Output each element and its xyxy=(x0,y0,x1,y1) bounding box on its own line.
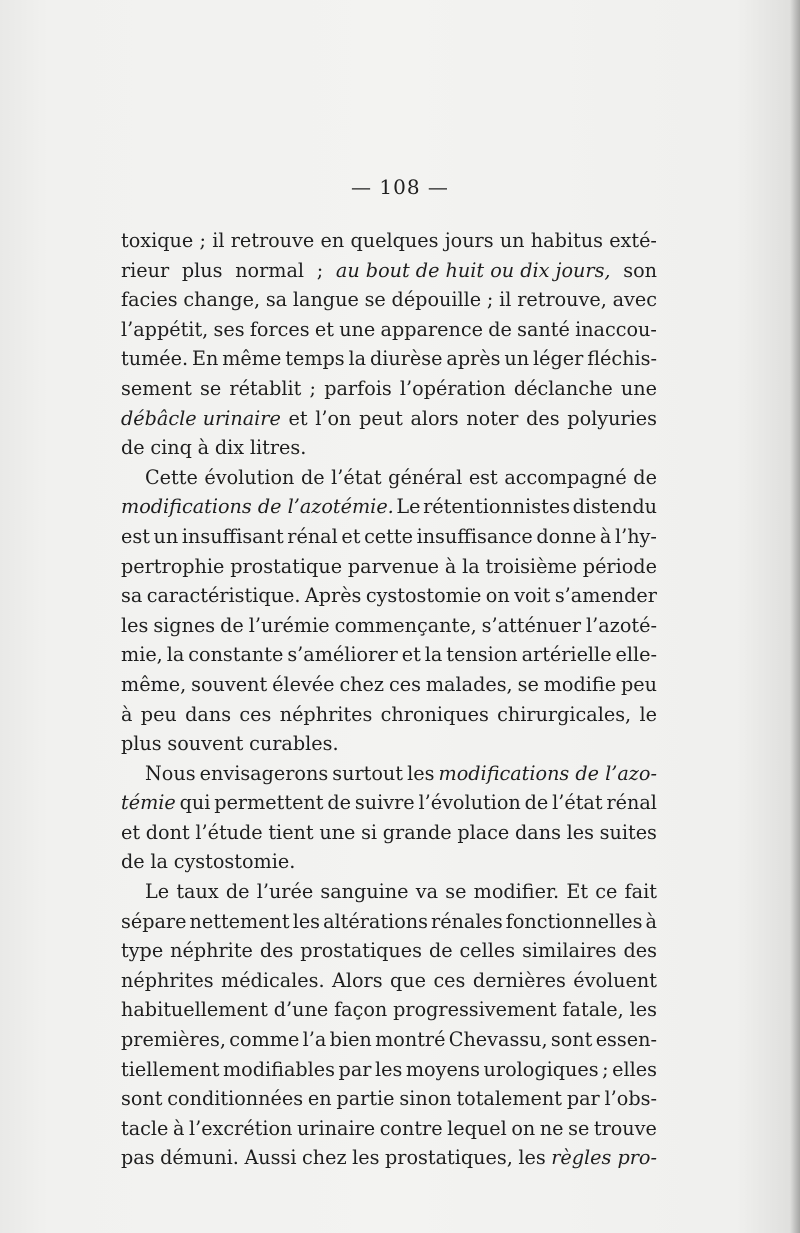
word: dépouille xyxy=(391,288,482,312)
word: néphrites xyxy=(121,968,214,992)
word: ses xyxy=(213,317,245,341)
word: taux xyxy=(176,880,219,904)
word: place xyxy=(457,820,510,844)
word: mie, xyxy=(121,643,163,667)
word: apparence xyxy=(380,317,483,341)
word: retrouve xyxy=(230,229,315,252)
word: plus xyxy=(181,258,223,282)
text-line xyxy=(121,729,657,759)
text-line xyxy=(121,847,657,877)
word: il xyxy=(212,229,225,252)
word: parvenue xyxy=(347,554,440,578)
word: dix xyxy=(214,436,245,460)
word: fait xyxy=(624,880,657,904)
word: néphrites xyxy=(279,702,373,726)
word: troisième xyxy=(485,554,577,578)
word: ; xyxy=(199,229,206,252)
text-line xyxy=(121,907,657,937)
word: élevée xyxy=(272,672,335,696)
word: la xyxy=(166,643,185,667)
text-line xyxy=(121,315,657,345)
word: période xyxy=(582,554,657,578)
word: essen- xyxy=(595,1028,657,1052)
word: suivre xyxy=(354,791,415,815)
word: elles xyxy=(612,1057,657,1081)
word: si xyxy=(361,820,378,844)
word: partie xyxy=(336,1087,395,1111)
word: contre xyxy=(379,1116,443,1140)
word: une xyxy=(620,376,657,400)
word: se xyxy=(200,376,222,400)
word: se xyxy=(364,288,386,312)
word: évolution xyxy=(204,465,295,489)
italic-word: règles pro- xyxy=(551,1146,657,1170)
word: exté- xyxy=(609,229,657,252)
word: tacle xyxy=(121,1116,169,1140)
word: Le xyxy=(396,495,421,519)
word: néphrite xyxy=(170,939,253,963)
word: général xyxy=(388,465,463,489)
word: une xyxy=(319,820,356,844)
word: la xyxy=(462,554,480,578)
word: son xyxy=(623,258,657,282)
word: à xyxy=(444,554,457,578)
word: prostatiques, xyxy=(385,1146,513,1170)
word: à xyxy=(172,1116,185,1140)
word: peut xyxy=(359,406,403,430)
word: habituellement xyxy=(121,998,268,1022)
word: similaires xyxy=(522,939,617,963)
word: insuffisance xyxy=(416,524,533,548)
text-line xyxy=(121,995,657,1025)
word: est xyxy=(121,524,150,548)
text-line xyxy=(121,640,657,670)
word: donne xyxy=(536,524,597,548)
text-line xyxy=(121,492,657,522)
word: facies xyxy=(121,288,178,312)
word: fonctionnelles xyxy=(505,909,643,933)
word: moyens xyxy=(405,1057,481,1081)
text-line xyxy=(121,581,657,611)
word: souvent xyxy=(191,672,268,696)
word: toxique xyxy=(121,229,194,252)
word: comme xyxy=(229,1028,300,1052)
word: en xyxy=(320,229,345,252)
word: jours xyxy=(444,229,494,252)
word: sanguine xyxy=(320,880,409,904)
word: les xyxy=(352,1146,380,1170)
word: et xyxy=(121,820,141,844)
word: insuffisant xyxy=(181,524,284,548)
word: un xyxy=(499,229,525,252)
word: tient xyxy=(268,820,314,844)
word: sa xyxy=(121,584,143,608)
word: Et xyxy=(566,880,589,904)
word: prostatique xyxy=(230,554,343,578)
word: de xyxy=(428,939,453,963)
word: pas xyxy=(121,1146,155,1170)
word: démuni. xyxy=(160,1146,239,1170)
italic-word: modifications de l’azo- xyxy=(438,761,657,785)
word: dans xyxy=(514,820,561,844)
word: curables. xyxy=(249,732,339,756)
italic-word: modifications de l’azotémie. xyxy=(121,495,394,519)
word: de xyxy=(633,465,657,489)
word: urologiques xyxy=(483,1057,599,1081)
text-line xyxy=(121,1025,657,1055)
word: artérielle xyxy=(521,643,612,667)
word: cystostomie xyxy=(365,584,482,608)
word: constante xyxy=(188,643,284,667)
word: l’excrétion xyxy=(188,1116,293,1140)
word: l’a xyxy=(302,1028,327,1052)
word: commençante, xyxy=(334,613,477,637)
word: sont xyxy=(550,1028,593,1052)
word: rénal xyxy=(606,791,657,815)
word: Chevassu, xyxy=(448,1028,548,1052)
word: et xyxy=(401,643,421,667)
word: ne xyxy=(539,1116,564,1140)
word: une xyxy=(339,317,376,341)
word: ces xyxy=(239,702,272,726)
word: l’obs- xyxy=(604,1087,657,1111)
word: s’atténuer xyxy=(481,613,582,637)
word: tension xyxy=(446,643,518,667)
text-line xyxy=(121,285,657,315)
italic-word: témie xyxy=(121,791,176,815)
word: après xyxy=(446,347,501,371)
word: les xyxy=(292,909,321,933)
word: En xyxy=(191,347,219,371)
word: la xyxy=(348,347,367,371)
word: de xyxy=(121,436,145,460)
word: cinq xyxy=(150,436,192,460)
text-line xyxy=(121,522,657,552)
word: polyuries xyxy=(567,406,657,430)
word: de xyxy=(327,791,352,815)
text-line xyxy=(121,788,657,818)
word: altérations xyxy=(323,909,428,933)
word: dont xyxy=(145,820,190,844)
word: ces xyxy=(433,968,466,992)
word: temps xyxy=(285,347,345,371)
word: normal xyxy=(235,258,305,282)
word: des xyxy=(259,939,294,963)
italic-word: débâcle urinaire xyxy=(121,406,281,430)
word: chroniques xyxy=(380,702,489,726)
word: ; xyxy=(602,1057,609,1081)
word: même, xyxy=(121,672,187,696)
text-line xyxy=(121,463,657,493)
word: à xyxy=(599,524,612,548)
word: envisagerons xyxy=(199,761,329,785)
word: fléchis- xyxy=(587,347,657,371)
word: un xyxy=(153,524,179,548)
word: progressivement xyxy=(393,998,557,1022)
word: de xyxy=(488,317,512,341)
word: et xyxy=(314,317,334,341)
word: fatale, xyxy=(562,998,624,1022)
word: même xyxy=(222,347,282,371)
word: et xyxy=(288,406,308,430)
word: Cette xyxy=(145,465,198,489)
word: sinon xyxy=(399,1087,452,1111)
word: rieur xyxy=(121,258,170,282)
word: les xyxy=(374,1057,403,1081)
word: on xyxy=(511,1116,536,1140)
word: l’état xyxy=(552,791,603,815)
text-line xyxy=(121,433,657,463)
word: et xyxy=(341,524,361,548)
word: avec xyxy=(612,288,657,312)
word: ce xyxy=(595,880,618,904)
text-line xyxy=(121,404,657,434)
word: un xyxy=(504,347,530,371)
text-line xyxy=(121,670,657,700)
word: retrouve, xyxy=(517,288,607,312)
word: rénales xyxy=(431,909,503,933)
word: santé xyxy=(517,317,570,341)
text-line xyxy=(121,818,657,848)
text-line xyxy=(121,759,657,789)
word: on xyxy=(485,584,510,608)
word: les xyxy=(629,998,657,1022)
word: caractéristique. xyxy=(146,584,301,608)
word: en xyxy=(307,1087,332,1111)
word: habitus xyxy=(530,229,603,252)
word: l’appétit, xyxy=(121,317,209,341)
word: change, xyxy=(183,288,261,312)
word: médicales. xyxy=(221,968,325,992)
text-line xyxy=(121,877,657,907)
word: urinaire xyxy=(296,1116,376,1140)
word: pertrophie xyxy=(121,554,225,578)
word: diurèse xyxy=(369,347,443,371)
word: de xyxy=(220,613,244,637)
word: de xyxy=(121,850,145,874)
word: l’azoté- xyxy=(586,613,657,637)
word: des xyxy=(623,939,657,963)
word: va xyxy=(415,880,439,904)
text-line xyxy=(121,1055,657,1085)
word: l’urémie xyxy=(248,613,330,637)
word: rétablit xyxy=(229,376,302,400)
word: Nous xyxy=(145,761,196,785)
word: dernières xyxy=(472,968,566,992)
word: de xyxy=(300,465,325,489)
word: tiellement xyxy=(121,1057,220,1081)
word: Après xyxy=(304,584,362,608)
word: de xyxy=(524,791,549,815)
page-number: — 108 — xyxy=(351,175,449,199)
word: chez xyxy=(302,1146,347,1170)
word: la xyxy=(424,643,443,667)
word: souvent xyxy=(167,732,244,756)
word: l’évolution xyxy=(418,791,521,815)
word: l’urée xyxy=(256,880,314,904)
word: ; xyxy=(309,376,317,400)
word: nettement xyxy=(189,909,290,933)
word: ; xyxy=(316,258,324,282)
word: distendu xyxy=(572,495,657,519)
text-line xyxy=(121,966,657,996)
word: se xyxy=(445,880,467,904)
word: les xyxy=(518,1146,546,1170)
word: Alors xyxy=(332,968,383,992)
word: chez xyxy=(339,672,385,696)
word: langue xyxy=(292,288,359,312)
text-line xyxy=(121,936,657,966)
word: la xyxy=(150,850,168,874)
word: à xyxy=(645,909,657,933)
word: l’hy- xyxy=(614,524,657,548)
word: suites xyxy=(599,820,657,844)
word: façon xyxy=(334,998,388,1022)
word: inaccou- xyxy=(575,317,657,341)
word: ; xyxy=(486,288,494,312)
word: les xyxy=(566,820,594,844)
word: à xyxy=(121,702,133,726)
word: Le xyxy=(145,880,170,904)
word: sépare xyxy=(121,909,187,933)
text-line xyxy=(121,1114,657,1144)
word: alors xyxy=(410,406,459,430)
word: tumée. xyxy=(121,347,189,371)
word: cette xyxy=(364,524,413,548)
italic-word: au bout de huit ou dix jours, xyxy=(335,258,611,282)
word: totalement xyxy=(456,1087,562,1111)
word: premières, xyxy=(121,1028,226,1052)
word: par xyxy=(566,1087,600,1111)
word: que xyxy=(390,968,427,992)
word: sa xyxy=(265,288,288,312)
word: accompagné xyxy=(504,465,627,489)
word: les xyxy=(121,613,149,637)
word: il xyxy=(499,288,512,312)
word: cystostomie. xyxy=(173,850,296,874)
word: les xyxy=(407,761,435,785)
text-line xyxy=(121,256,657,286)
word: malades, xyxy=(425,672,513,696)
word: déclanche xyxy=(513,376,613,400)
word: lequel xyxy=(447,1116,507,1140)
word: peu xyxy=(140,702,177,726)
word: voit xyxy=(514,584,551,608)
word: se xyxy=(568,1116,590,1140)
word: s’amender xyxy=(554,584,657,608)
word: de xyxy=(225,880,250,904)
word: évoluent xyxy=(573,968,657,992)
word: quelques xyxy=(350,229,439,252)
word: sont xyxy=(121,1087,163,1111)
word: s’améliorer xyxy=(287,643,398,667)
word: ces xyxy=(388,672,421,696)
word: est xyxy=(468,465,498,489)
word: dans xyxy=(185,702,232,726)
word: surtout xyxy=(332,761,403,785)
word: elle- xyxy=(615,643,657,667)
word: litres. xyxy=(249,436,307,460)
word: l’opération xyxy=(399,376,506,400)
word: rénal xyxy=(287,524,338,548)
text-line xyxy=(121,1143,657,1173)
word: peu xyxy=(621,672,657,696)
word: modifiables xyxy=(222,1057,336,1081)
body-text xyxy=(121,226,657,1173)
word: type xyxy=(121,939,164,963)
text-line xyxy=(121,552,657,582)
word: à xyxy=(197,436,210,460)
word: se xyxy=(517,672,539,696)
word: trouve xyxy=(593,1116,657,1140)
word: signes xyxy=(153,613,216,637)
word: bien xyxy=(329,1028,372,1052)
word: le xyxy=(639,702,657,726)
text-line xyxy=(121,344,657,374)
word: d’une xyxy=(273,998,329,1022)
word: modifie xyxy=(543,672,617,696)
word: permettent xyxy=(214,791,324,815)
word: Aussi xyxy=(244,1146,297,1170)
word: sement xyxy=(121,376,192,400)
word: l’on xyxy=(315,406,352,430)
text-line xyxy=(121,1084,657,1114)
word: l’état xyxy=(331,465,382,489)
word: montré xyxy=(375,1028,446,1052)
word: chirurgicales, xyxy=(497,702,632,726)
word: parfois xyxy=(324,376,392,400)
word: modifier. xyxy=(473,880,560,904)
word: des xyxy=(526,406,560,430)
word: noter xyxy=(466,406,519,430)
text-line xyxy=(121,700,657,730)
word: l’étude xyxy=(195,820,263,844)
word: rétentionnistes xyxy=(423,495,571,519)
word: plus xyxy=(121,732,162,756)
word: par xyxy=(338,1057,372,1081)
word: léger xyxy=(533,347,584,371)
text-line xyxy=(121,374,657,404)
word: celles xyxy=(459,939,516,963)
text-line xyxy=(121,226,657,256)
word: prostatiques xyxy=(300,939,422,963)
word: grande xyxy=(382,820,452,844)
text-line xyxy=(121,611,657,641)
word: conditionnées xyxy=(167,1087,304,1111)
word: qui xyxy=(179,791,211,815)
word: forces xyxy=(249,317,310,341)
